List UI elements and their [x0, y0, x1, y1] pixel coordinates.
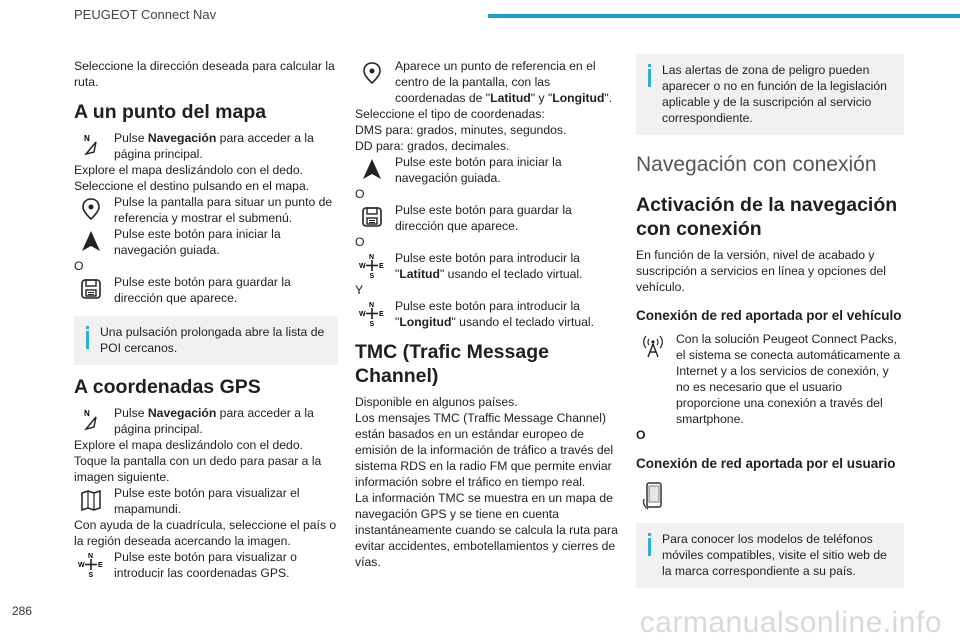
note-phones-text: Para conocer los modelos de teléfonos móviles compatibles, visite el sitio web de la marca correspondiente a su país.	[662, 532, 887, 578]
step-vehicle	[636, 331, 904, 427]
step-pin-coords	[355, 58, 619, 106]
info-icon	[648, 64, 651, 87]
dd-text: DD para: grados, decimales.	[355, 139, 510, 153]
save-icon	[74, 274, 108, 304]
heading-vehicle-connection: Conexión de red aportada por el vehículo	[636, 308, 902, 323]
y-text: Y	[355, 283, 364, 297]
intro-text: Seleccione la dirección deseada para calcular la ruta.	[74, 59, 335, 89]
lat-bold: Latitud	[490, 91, 531, 105]
step-nav	[74, 130, 338, 162]
pin-pre: Aparece un punto de referencia en el centro de la pantalla, con las coordenadas de "	[395, 59, 596, 105]
svg-text:N: N	[369, 254, 375, 261]
save-text: Pulse este botón para guardar la dirección que aparece.	[395, 203, 572, 233]
heading-user-connection: Conexión de red aportada por el usuario	[636, 456, 896, 471]
step-go-2	[355, 154, 619, 186]
note-phones	[636, 523, 904, 588]
heading-activation: Activación de la navegación con conexión	[636, 194, 898, 240]
svg-text:N: N	[88, 553, 94, 560]
column-2	[355, 58, 619, 570]
step-pin	[74, 194, 338, 226]
svg-text:N: N	[369, 302, 375, 309]
map-pin-icon	[355, 58, 389, 88]
nav-post: para acceder a la página principal.	[114, 131, 314, 161]
svg-text:N: N	[84, 134, 90, 143]
lat-post: " usando el teclado virtual.	[439, 267, 583, 281]
note-alerts	[636, 54, 904, 135]
svg-text:S: S	[369, 273, 375, 278]
gps-grid: Con ayuda de la cuadrícula, seleccione el país o la región deseada acercando la imagen.	[74, 518, 337, 548]
lat-bold-2: Latitud	[399, 267, 440, 281]
dms-text: DMS para: grados, minutes, segundos.	[355, 123, 567, 137]
pin-mid: " y "	[530, 91, 553, 105]
note-alerts-text: Las alertas de zona de peligro pueden aparecer o no en función de la legislación aplicable y de la suscripción al servicio correspondiente.	[662, 63, 887, 125]
heading-tmc: TMC (Trafic Message Channel)	[355, 341, 549, 387]
gps-world-text: Pulse este botón para visualizar el mapamundi.	[114, 486, 300, 516]
pin-post: ".	[604, 91, 613, 105]
step-save-2	[355, 202, 619, 234]
map-go-text: Pulse este botón para iniciar la navegación guiada.	[114, 227, 281, 257]
map-explore: Explore el mapa deslizándolo con el dedo.	[74, 163, 304, 177]
svg-text:W: W	[359, 263, 366, 270]
gps-nav-bold: Navegación	[147, 406, 217, 420]
navigation-arrow-icon	[355, 154, 389, 184]
gps-nav-post: para acceder a la página principal.	[114, 406, 314, 436]
or-1: O	[355, 187, 365, 201]
lat-pre: Pulse este botón para introducir la "	[395, 251, 580, 281]
step-lat	[355, 250, 619, 282]
gps-nav-pre: Pulse	[114, 406, 148, 420]
or-2: O	[355, 235, 365, 249]
smartphone-icon	[636, 479, 672, 513]
save-icon	[355, 202, 389, 232]
activation-text: En función de la versión, nivel de acabado y suscripción a servicios en línea y opciones del vehículo.	[636, 248, 886, 294]
step-gps-nav	[74, 405, 338, 437]
map-pin-icon	[74, 194, 108, 224]
step-go	[74, 226, 338, 258]
svg-text:E: E	[379, 311, 384, 318]
nav-bold: Navegación	[147, 131, 217, 145]
column-1	[74, 58, 338, 581]
svg-text:W: W	[78, 562, 85, 569]
step-lon	[355, 298, 619, 330]
gps-explore: Explore el mapa deslizándolo con el dedo.	[74, 438, 304, 452]
map-select: Seleccione el destino pulsando en el mapa.	[74, 179, 310, 193]
or-3	[636, 427, 904, 443]
svg-text:N: N	[84, 409, 90, 418]
info-icon	[86, 326, 89, 349]
antenna-icon	[636, 331, 670, 361]
navigation-arrow-icon	[74, 226, 108, 256]
svg-text:E: E	[98, 562, 103, 569]
nav-pre: Pulse	[114, 131, 148, 145]
lon-post: " usando el teclado virtual.	[451, 315, 594, 329]
map-save-text: Pulse este botón para guardar la dirección que aparece.	[114, 275, 291, 305]
note-poi-text: Una pulsación prolongada abre la lista de POI cercanos.	[100, 325, 325, 355]
svg-text:E: E	[379, 263, 384, 270]
page-number: 286	[12, 604, 33, 618]
lon-pre: Pulse este botón para introducir la "	[395, 299, 580, 329]
go-text: Pulse este botón para iniciar la navegación guiada.	[395, 155, 562, 185]
heading-connected-navigation: Navegación con conexión	[636, 153, 877, 176]
step-world	[74, 485, 338, 517]
compass-icon	[355, 298, 389, 328]
note-poi	[74, 316, 338, 365]
gps-touch: Toque la pantalla con un dedo para pasar a la imagen siguiente.	[74, 454, 322, 484]
lon-bold: Longitud	[552, 91, 605, 105]
compass-icon	[74, 549, 108, 579]
heading-map-point: A un punto del mapa	[74, 101, 267, 123]
svg-text:S: S	[88, 572, 94, 577]
step-save	[74, 274, 338, 306]
compass-icon	[355, 250, 389, 280]
north-arrow-icon	[74, 405, 108, 435]
map-or: O	[74, 259, 84, 273]
vehicle-text: Con la solución Peugeot Connect Packs, el sistema se conecta automáticamente a Internet y a los servicios de conexión, y no es necesario que el usuario proporcione una conexión a través del smartphone.	[676, 332, 901, 426]
tmc-avail: Disponible en algunos países.	[355, 395, 518, 409]
tmc-p1: Los mensajes TMC (Traffic Message Channel) están basados en un estándar europeo de emisión de la información de tráfico a través del sistema RDS en la radio FM que permite enviar información sobre el tráfico en tiempo real.	[355, 411, 614, 489]
heading-gps: A coordenadas GPS	[74, 376, 261, 398]
world-map-icon	[74, 485, 108, 515]
column-3	[636, 58, 904, 598]
tmc-p2: La información TMC se muestra en un mapa de navegación GPS y se tiene en cuenta instantáneamente cuando se calcula la ruta para evitar accidentes, embotellamientos y cierres de vías.	[355, 491, 618, 569]
or-bold: O	[636, 428, 646, 442]
header-title: PEUGEOT Connect Nav	[74, 7, 217, 22]
gps-coords-text: Pulse este botón para visualizar o introducir las coordenadas GPS.	[114, 550, 297, 580]
lon-bold-2: Longitud	[399, 315, 452, 329]
north-arrow-icon	[74, 130, 108, 160]
watermark: carmanualsonline.info	[639, 606, 942, 639]
info-icon	[648, 533, 651, 556]
map-pin-text: Pulse la pantalla para situar un punto de referencia y mostrar el submenú.	[114, 195, 333, 225]
svg-text:W: W	[359, 311, 366, 318]
svg-text:S: S	[369, 321, 375, 326]
header-accent-bar	[488, 14, 960, 18]
select-type: Seleccione el tipo de coordenadas:	[355, 107, 545, 121]
step-coords	[74, 549, 338, 581]
